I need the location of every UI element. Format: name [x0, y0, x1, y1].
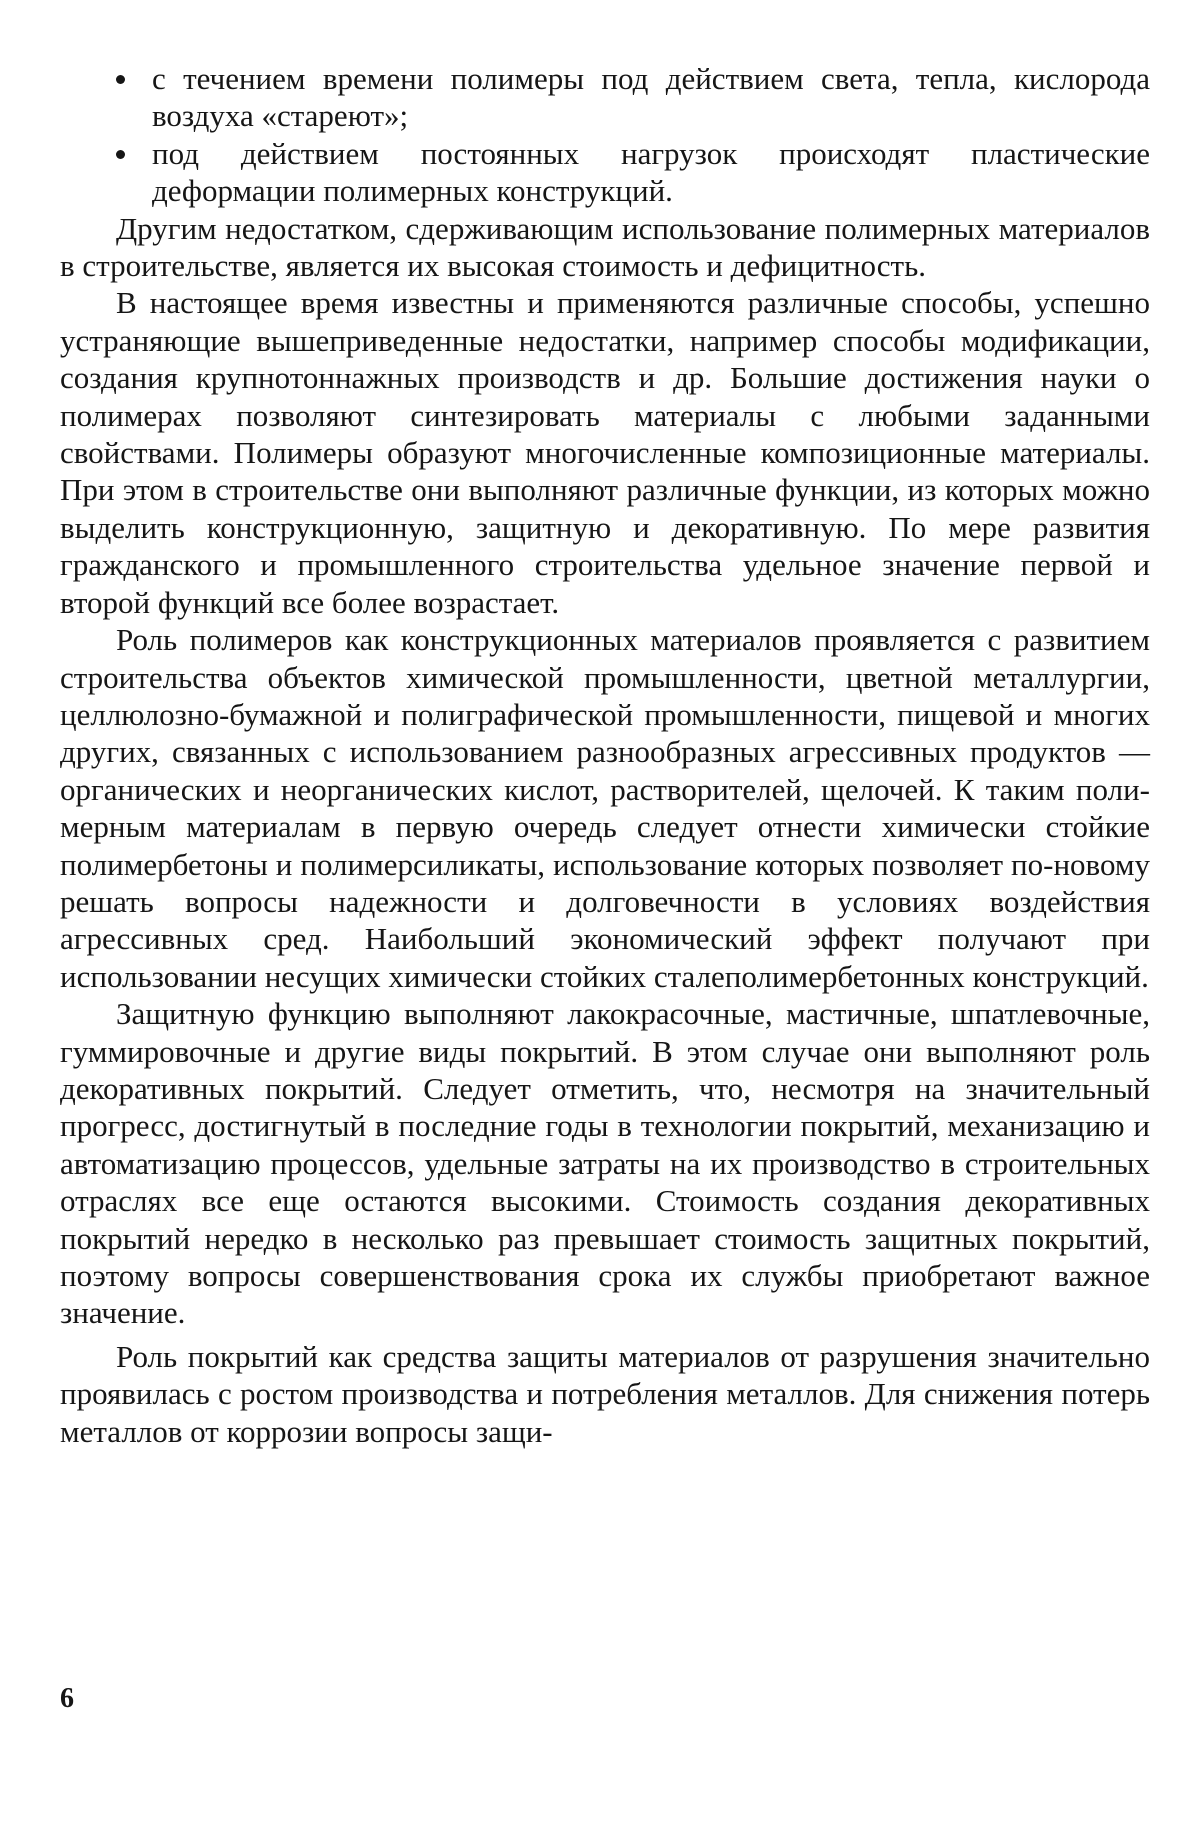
paragraph: Роль покрытий как средства защиты материалов от разрушения значительно проявилась с ростом производства и потребления металлов. Для снижения потерь металлов от коррозии вопросы защи- — [60, 1338, 1150, 1449]
bullet-item — [60, 135, 1150, 210]
bullet-item — [60, 60, 1150, 135]
bullet-list — [60, 60, 1150, 210]
bullet-text: с течением времени полимеры под действием света, тепла, кислорода воздуха «стареют»; — [152, 61, 1150, 134]
page-body — [60, 60, 1150, 1450]
paragraph: Роль полимеров как конструкционных материалов проявляется с развитием строительства объектов химической промышленности, цветной металлургии, целлюлозно-бумажной и полиграфической промышленности, пищевой и многих других, связанных с использованием разнообразных агрессивных продуктов — органических и неорганических кислот, растворителей, щелочей. К таким полимерным материалам в первую очередь следует отнести химически стойкие полимербетоны и полимерсиликаты, использование которых позволяет по-новому решать вопросы надежности и долговечности в условиях воздействия агрессивных сред. Наибольший экономический эффект получают при использовании несущих химически стойких сталеполимербетонных конструкций. — [60, 622, 1150, 994]
page-number: 6 — [60, 1683, 74, 1714]
paragraph: Защитную функцию выполняют лакокрасочные, мастичные, шпатлевочные, гуммировочные и другие виды покрытий. В этом случае они выполняют роль декоративных покрытий. Следует отметить, что, несмотря на значительный прогресс, достигнутый в последние годы в технологии покрытий, механизацию и автоматизацию процессов, удельные затраты на их производство в строительных отраслях все еще остаются высокими. Стоимость создания декоративных покрытий нередко в несколько раз превышает стоимость защитных покрытий, поэтому вопросы совершенствования срока их службы приобретают важное значение. — [60, 996, 1150, 1331]
paragraph: Другим недостатком, сдерживающим использование полимерных материалов в строительстве, является их высокая стоимость и дефицитность. — [60, 210, 1150, 284]
paragraph: В настоящее время известны и применяются различные способы, успешно устраняющие вышеприведенные недостатки, например способы модификации, создания крупнотоннажных производств и др. Большие достижения науки о полимерах позволяют синтезировать материалы с любыми заданными свойствами. Полимеры образуют многочисленные композиционные материалы. При этом в строительстве они выполняют различные функции, из которых можно выделить конструкционную, защитную и декоративную. По мере развития гражданского и промышленного строительства удельное значение первой и второй функций все более возрастает. — [60, 285, 1150, 620]
bullet-icon — [116, 75, 125, 84]
bullet-icon — [116, 150, 125, 159]
bullet-text: под действием постоянных нагрузок происходят пластические деформации полимерных конструкций. — [152, 135, 1150, 209]
